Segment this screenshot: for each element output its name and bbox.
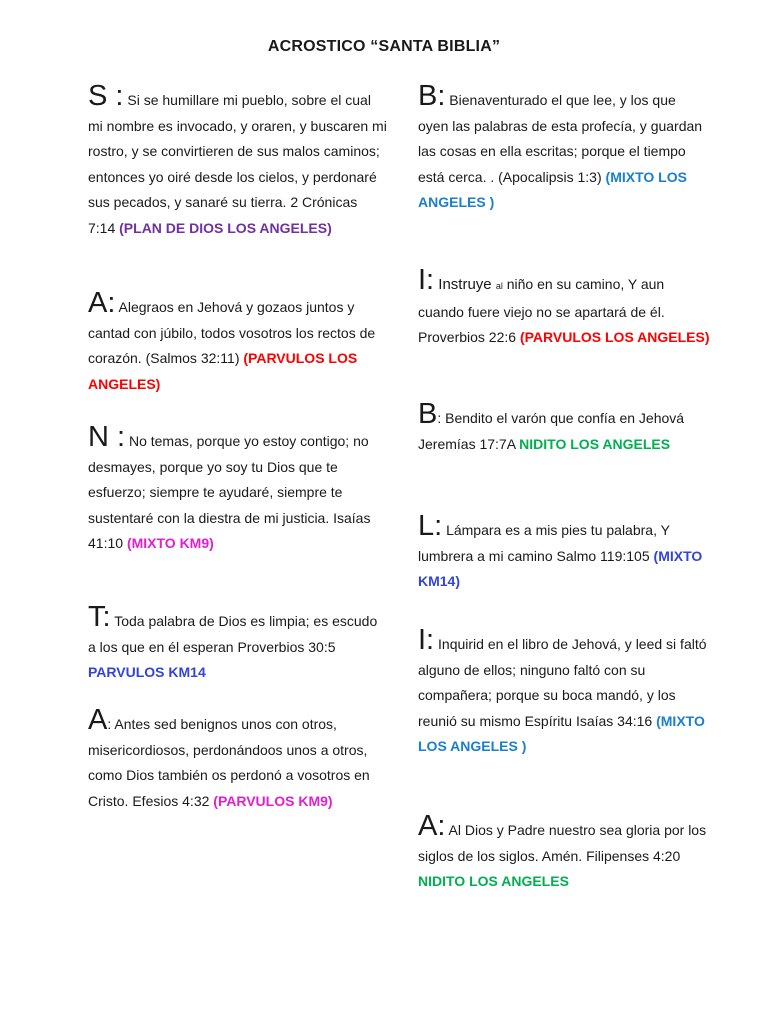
verse-text: niño en su camino, Y aun cuando fuere viejo no se apartará de él. Proverbios 22:6 xyxy=(418,276,665,345)
group-tag: NIDITO LOS ANGELES xyxy=(418,873,569,889)
group-tag: (PARVULOS KM9) xyxy=(213,792,333,809)
entry-i1 xyxy=(418,264,710,351)
entry-s xyxy=(88,80,388,241)
acrostic-letter: B xyxy=(418,398,438,430)
acrostic-letter: I: xyxy=(418,624,435,656)
entry-b2 xyxy=(418,398,710,457)
group-tag: PARVULOS KM14 xyxy=(88,664,206,680)
group-tag: (PLAN DE DIOS LOS ANGELES) xyxy=(119,219,332,236)
verse-text: Alegraos en Jehová y gozaos juntos y cantad con júbilo, todos vosotros los rectos de corazón. (Salmos 32:11) xyxy=(88,299,376,366)
acrostic-letter: B: xyxy=(418,80,446,112)
entry-a1 xyxy=(88,287,380,397)
acrostic-letter: L: xyxy=(418,510,443,542)
verse-text: : Bendito el varón que confía en Jehová Jeremías 17:7A xyxy=(418,410,685,452)
verse-text-small: al xyxy=(495,281,503,291)
acrostic-letter: S : xyxy=(88,80,124,112)
verse-text: Toda palabra de Dios es limpia; es escudo a los que en él esperan Proverbios 30:5 xyxy=(88,613,378,655)
entry-l xyxy=(418,510,718,595)
acrostic-letter: I: xyxy=(418,264,435,296)
document-title: ACROSTICO “SANTA BIBLIA” xyxy=(267,38,501,55)
verse-text: Instruye xyxy=(434,276,496,293)
verse-text: No temas, porque yo estoy contigo; no desmayes, porque yo soy tu Dios que te esfuerzo; siempre te ayudaré, siempre te sustentaré con la diestra de mi justicia. Isaías 41:10 xyxy=(88,433,371,551)
acrostic-letter: N : xyxy=(88,421,126,453)
entry-i2 xyxy=(418,624,710,760)
group-tag: (MIXTO KM14) xyxy=(418,547,703,589)
verse-text: : Antes sed benignos unos con otros, misericordiosos, perdonándoos unos a otros, como Dios también os perdonó a vosotros en Cristo. Efesios 4:32 xyxy=(88,716,370,809)
acrostic-letter: A: xyxy=(418,810,446,842)
entry-a2 xyxy=(88,704,388,814)
group-tag: (PARVULOS LOS ANGELES) xyxy=(519,329,710,345)
group-tag: (MIXTO LOS ANGELES ) xyxy=(418,168,687,210)
verse-text: Inquirid en el libro de Jehová, y leed si faltó alguno de ellos; ninguno faltó con su compañera; porque su boca mandó, y los reunió su mismo Espíritu Isaías 34:16 xyxy=(418,636,707,729)
group-tag: (MIXTO LOS ANGELES ) xyxy=(418,712,705,754)
entry-t xyxy=(88,601,388,686)
verse-text: Lámpara es a mis pies tu palabra, Y lumbrera a mi camino Salmo 119:105 xyxy=(418,522,670,564)
verse-text: Si se humillare mi pueblo, sobre el cual mi nombre es invocado, y oraren, y buscaren mi rostro, y se convirtieren de sus malos caminos; entonces yo oiré desde los cielos, y perdonaré sus pecados, y sanaré su tierra. 2 Crónicas 7:14 xyxy=(88,92,387,236)
group-tag: NIDITO LOS ANGELES xyxy=(519,435,671,452)
verse-text: Al Dios y Padre nuestro sea gloria por los siglos de los siglos. Amén. Filipenses 4:20 xyxy=(418,822,707,864)
verse-text: Bienaventurado el que lee, y los que oyen las palabras de esta profecía, y guardan las cosas en ella escritas; porque el tiempo está cerca. . (Apocalipsis 1:3) xyxy=(418,92,703,185)
group-tag: (MIXTO KM9) xyxy=(126,535,214,551)
acrostic-letter: A: xyxy=(88,287,116,319)
entry-b1 xyxy=(418,80,710,216)
entry-n xyxy=(88,421,388,557)
acrostic-letter: A xyxy=(88,704,108,736)
group-tag: (PARVULOS LOS ANGELES) xyxy=(88,350,358,392)
entry-a3 xyxy=(418,810,718,895)
acrostic-letter: T: xyxy=(88,601,111,633)
